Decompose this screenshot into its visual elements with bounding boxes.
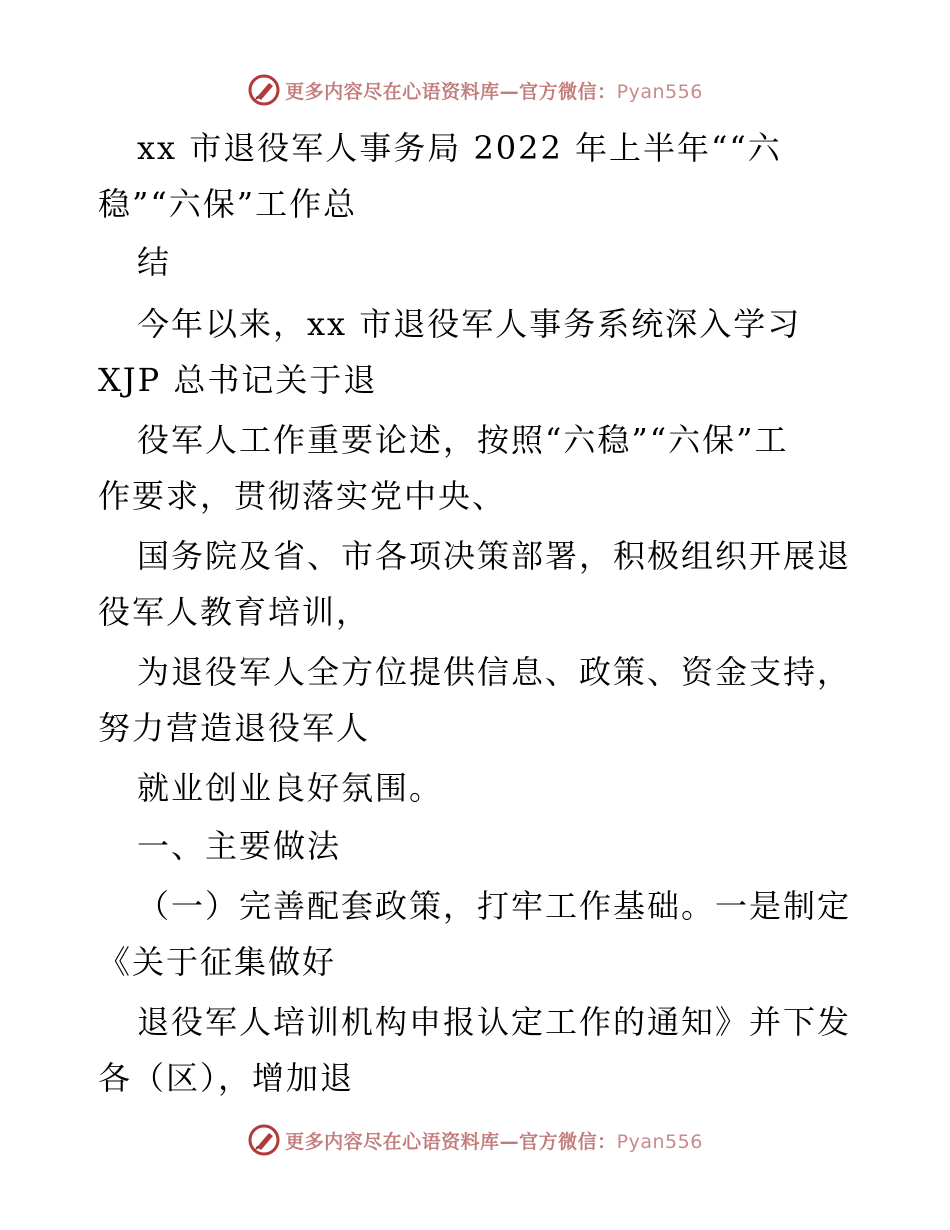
pen-logo-icon: [247, 1123, 281, 1157]
doc-line-6: 役军人工作重要论述，按照“六稳”“六保”工: [137, 421, 789, 459]
doc-line-10: 为退役军人全方位提供信息、政策、资金支持，: [137, 653, 852, 691]
header-watermark-text: 更多内容尽在心语资料库—官方微信：Pyan556: [285, 80, 703, 103]
doc-line-17: 各（区），增加退: [98, 1059, 355, 1097]
doc-line-11: 努力营造退役军人: [98, 709, 371, 747]
doc-line-15: 《关于征集做好: [98, 943, 337, 981]
doc-line-12: 就业创业良好氛围。: [137, 769, 444, 807]
header-watermark: [0, 70, 950, 110]
footer-watermark-text: 更多内容尽在心语资料库—官方微信：Pyan556: [285, 1130, 703, 1153]
doc-line-13: 一、主要做法: [137, 827, 342, 865]
footer-watermark: [0, 1120, 950, 1160]
doc-line-4: 今年以来，xx 市退役军人事务系统深入学习: [137, 305, 802, 343]
pen-logo-icon: [247, 73, 281, 107]
doc-line-5: XJP 总书记关于退: [98, 361, 378, 399]
doc-line-2: 稳”“六保”工作总: [98, 185, 358, 223]
doc-line-3: 结: [137, 243, 172, 281]
doc-line-14: （一）完善配套政策，打牢工作基础。一是制定: [137, 887, 852, 925]
doc-line-9: 役军人教育培训，: [98, 593, 371, 631]
doc-line-7: 作要求，贯彻落实党中央、: [98, 477, 507, 515]
doc-line-16: 退役军人培训机构申报认定工作的通知》并下发: [137, 1003, 852, 1041]
doc-line-1: xx 市退役军人事务局 2022 年上半年““六: [137, 129, 782, 167]
doc-line-8: 国务院及省、市各项决策部署，积极组织开展退: [137, 537, 852, 575]
